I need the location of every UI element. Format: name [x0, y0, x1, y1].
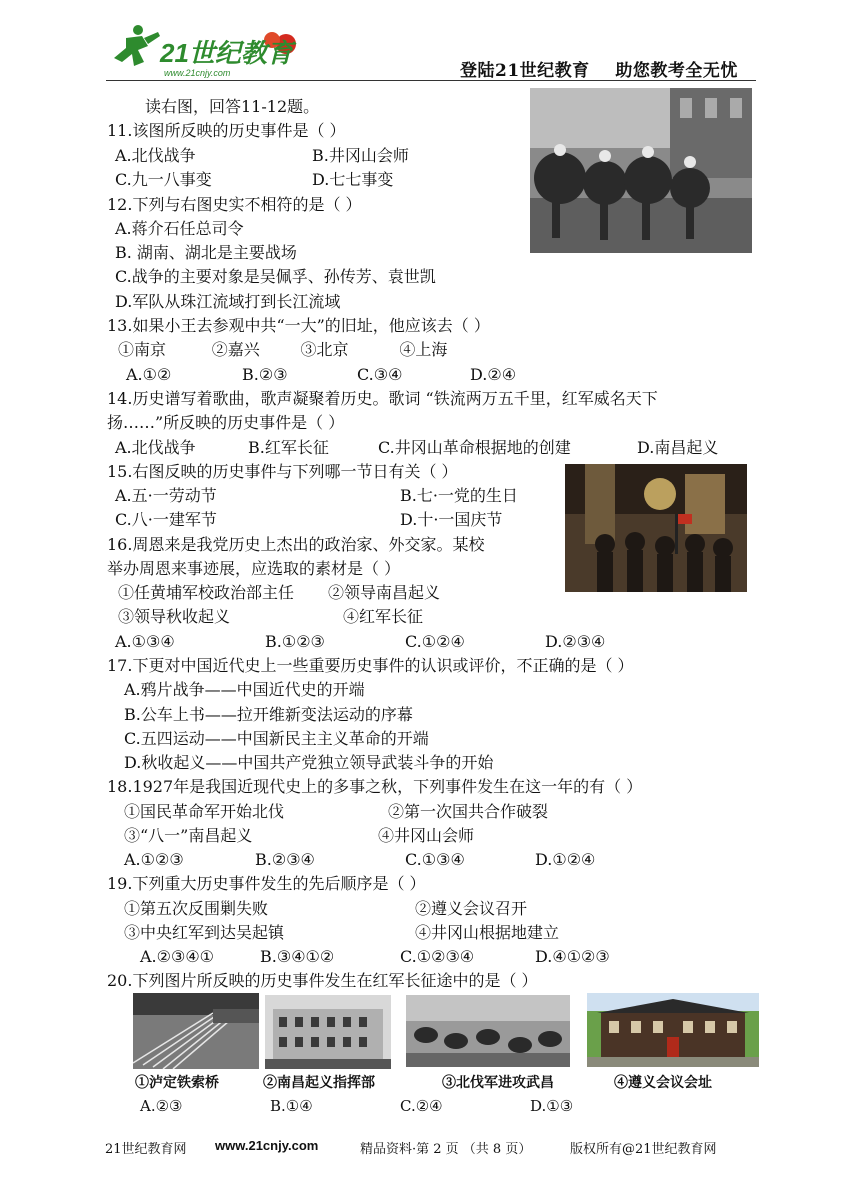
- q17-option-a[interactable]: A.鸦片战争——中国近代史的开端: [124, 680, 365, 699]
- q13-option-a[interactable]: A.①②: [126, 365, 172, 384]
- q20-stem: 20.下列图片所反映的历史事件发生在红军长征途中的是（ ）: [107, 971, 538, 990]
- q14-option-b[interactable]: B.红军长征: [248, 438, 329, 457]
- q13-items: ①南京 ②嘉兴 ③北京 ④上海: [118, 340, 448, 359]
- q16-stem-1: 16.周恩来是我党历史上杰出的政治家、外交家。某校: [107, 535, 485, 554]
- q15-option-a[interactable]: A.五·一劳动节: [115, 486, 217, 505]
- logo-text: 21世纪教育: [160, 38, 293, 68]
- q16-item-4: ④红军长征: [343, 607, 424, 626]
- footer-copyright: 版权所有@21世纪教育网: [570, 1142, 717, 1157]
- q19-stem: 19.下列重大历史事件发生的先后顺序是（ ）: [107, 874, 426, 893]
- q19-option-b[interactable]: B.③④①②: [260, 947, 335, 966]
- q16-stem-2: 举办周恩来事迹展，应选取的素材是（ ）: [107, 559, 401, 578]
- q15-option-c[interactable]: C.八·一建军节: [115, 510, 217, 529]
- q19-item-3: ③中央红军到达吴起镇: [124, 923, 285, 942]
- q15-option-d[interactable]: D.十·一国庆节: [400, 510, 503, 529]
- footer-url[interactable]: www.21cnjy.com: [215, 1138, 319, 1153]
- q16-item-1: ①任黄埔军校政治部主任: [118, 583, 295, 602]
- header-slogan: 登陆21世纪教育 助您教考全无忧: [460, 61, 738, 81]
- q13-option-c[interactable]: C.③④: [357, 365, 403, 384]
- q20-option-d[interactable]: D.①③: [530, 1097, 574, 1115]
- q19-option-d[interactable]: D.④①②③: [535, 947, 610, 966]
- q12-option-b[interactable]: B. 湖南、湖北是主要战场: [115, 243, 297, 262]
- q20-caption-2: ②南昌起义指挥部: [263, 1075, 375, 1091]
- photo-northern-expedition: [530, 88, 752, 253]
- q20-option-b[interactable]: B.①④: [270, 1097, 313, 1115]
- q18-option-a[interactable]: A.①②③: [124, 850, 184, 869]
- q12-stem: 12.下列与右图史实不相符的是（ ）: [107, 195, 362, 214]
- q16-item-3: ③领导秋收起义: [118, 607, 231, 626]
- q15-option-b[interactable]: B.七·一党的生日: [400, 486, 518, 505]
- q16-option-b[interactable]: B.①②③: [265, 632, 325, 651]
- q13-stem: 13.如果小王去参观中共“一大”的旧址，他应该去（ ）: [107, 316, 490, 335]
- q19-item-4: ④井冈山根据地建立: [415, 923, 560, 942]
- q11-option-c[interactable]: C.九一八事变: [115, 170, 212, 189]
- q12-option-c[interactable]: C.战争的主要对象是吴佩孚、孙传芳、袁世凯: [115, 267, 436, 286]
- q11-stem: 11.该图所反映的历史事件是（ ）: [107, 121, 346, 140]
- q17-option-c[interactable]: C.五四运动——中国新民主主义革命的开端: [124, 729, 429, 748]
- photo-nanchang-headquarters: [265, 995, 391, 1069]
- q19-item-1: ①第五次反围剿失败: [124, 899, 269, 918]
- q11-option-a[interactable]: A.北伐战争: [115, 146, 196, 165]
- footer-site: 21世纪教育网: [105, 1142, 187, 1157]
- q14-option-d[interactable]: D.南昌起义: [637, 438, 719, 457]
- q18-item-2: ②第一次国共合作破裂: [388, 802, 549, 821]
- q13-option-b[interactable]: B.②③: [242, 365, 288, 384]
- q12-option-a[interactable]: A.蒋介石任总司令: [115, 219, 244, 238]
- q19-option-a[interactable]: A.②③④①: [140, 947, 215, 966]
- intro-text: 读右图，回答11-12题。: [145, 97, 320, 116]
- q18-item-3: ③“八一”南昌起义: [124, 826, 253, 845]
- q14-stem-2: 扬……”所反映的历史事件是（ ）: [107, 413, 345, 432]
- q12-option-d[interactable]: D.军队从珠江流域打到长江流域: [115, 292, 341, 311]
- q20-option-a[interactable]: A.②③: [140, 1097, 183, 1115]
- q18-option-b[interactable]: B.②③④: [255, 850, 315, 869]
- q19-item-2: ②遵义会议召开: [415, 899, 528, 918]
- q16-option-c[interactable]: C.①②④: [405, 632, 465, 651]
- q14-option-c[interactable]: C.井冈山革命根据地的创建: [378, 438, 571, 457]
- q16-option-d[interactable]: D.②③④: [545, 632, 606, 651]
- logo-url: www.21cnjy.com: [164, 68, 231, 78]
- q17-option-b[interactable]: B.公车上书——拉开维新变法运动的序幕: [124, 705, 413, 724]
- q11-option-b[interactable]: B.井冈山会师: [312, 146, 409, 165]
- q13-option-d[interactable]: D.②④: [470, 365, 517, 384]
- photo-luding-bridge: [133, 993, 259, 1069]
- q18-item-1: ①国民革命军开始北伐: [124, 802, 285, 821]
- q11-option-d[interactable]: D.七七事变: [312, 170, 394, 189]
- q14-stem-1: 14.历史谱写着歌曲，歌声凝聚着历史。歌词 “铁流两万五千里，红军威名天下: [107, 389, 658, 408]
- q17-stem: 17.下更对中国近代史上一些重要历史事件的认识或评价，不正确的是（ ）: [107, 656, 634, 675]
- q14-option-a[interactable]: A.北伐战争: [115, 438, 196, 457]
- q20-caption-1: ①泸定铁索桥: [135, 1075, 219, 1091]
- q18-option-d[interactable]: D.①②④: [535, 850, 596, 869]
- q19-option-c[interactable]: C.①②③④: [400, 947, 475, 966]
- q18-option-c[interactable]: C.①③④: [405, 850, 465, 869]
- photo-nanchang-uprising: [565, 464, 747, 592]
- q20-caption-3: ③北伐军进攻武昌: [442, 1075, 554, 1091]
- photo-wuchang-attack: [406, 995, 570, 1067]
- q18-stem: 18.1927年是我国近现代史上的多事之秋，下列事件发生在这一年的有（ ）: [107, 777, 643, 796]
- q16-item-2: ②领导南昌起义: [328, 583, 441, 602]
- q20-caption-4: ④遵义会议会址: [614, 1075, 712, 1091]
- q16-option-a[interactable]: A.①③④: [115, 632, 175, 651]
- q15-stem: 15.右图反映的历史事件与下列哪一节日有关（ ）: [107, 462, 458, 481]
- q18-item-4: ④井冈山会师: [378, 826, 475, 845]
- q17-option-d[interactable]: D.秋收起义——中国共产党独立领导武装斗争的开始: [124, 753, 494, 772]
- q20-option-c[interactable]: C.②④: [400, 1097, 443, 1115]
- footer-page-info: 精品资料·第 2 页 （共 8 页）: [360, 1142, 532, 1157]
- photo-zunyi-meeting-site: [587, 993, 759, 1067]
